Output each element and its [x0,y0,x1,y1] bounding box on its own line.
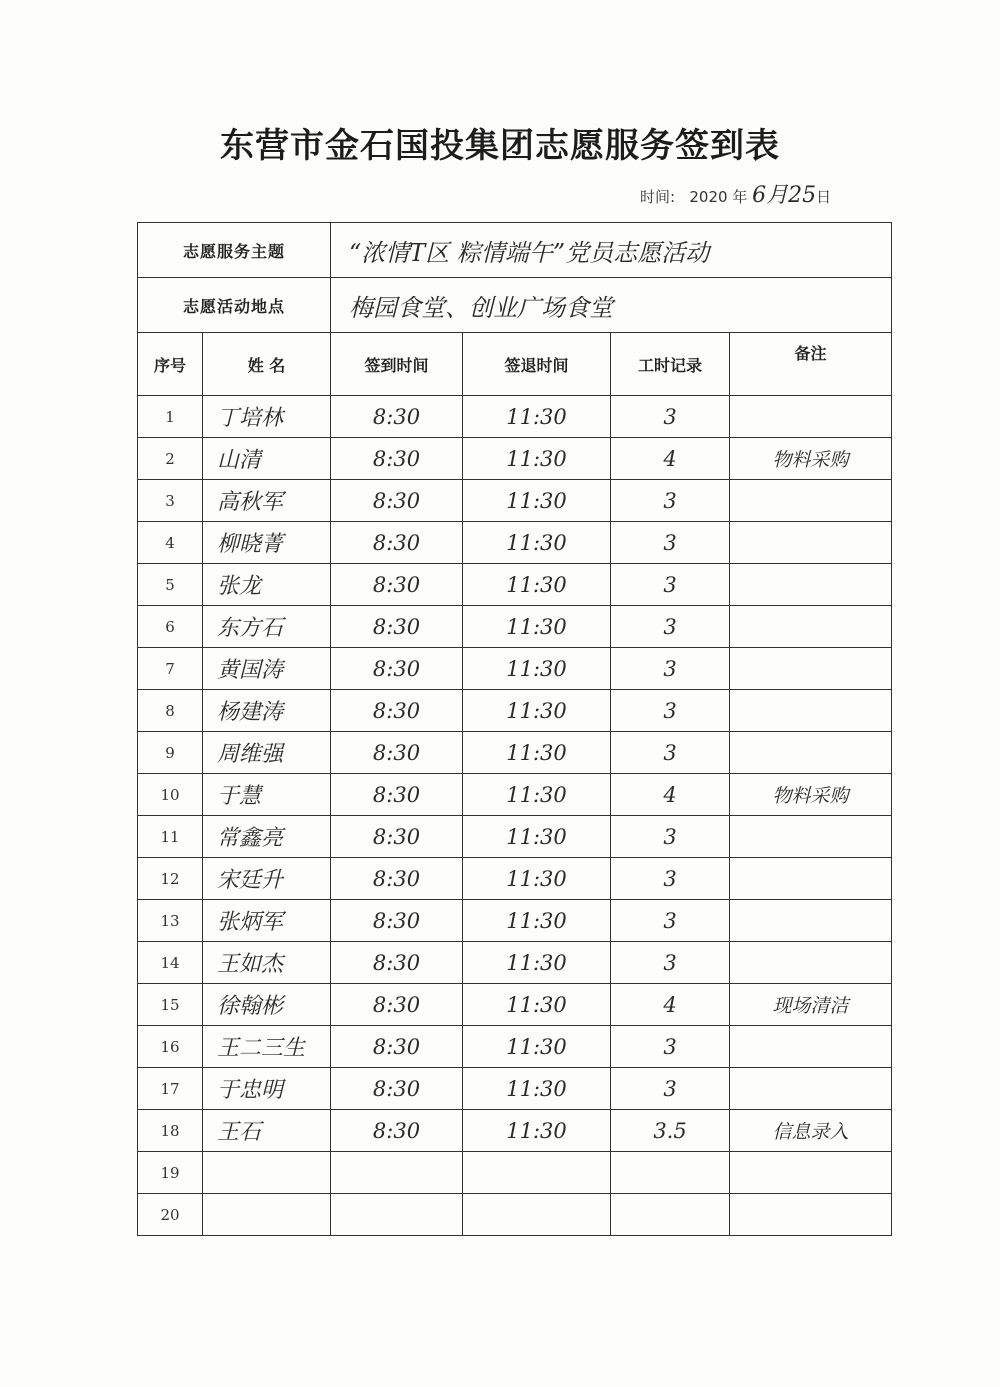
row-sign-in-time: 8:30 [331,564,463,606]
row-sign-out-time [463,1194,611,1236]
row-name: 高秋军 [203,480,331,522]
row-name: 王石 [203,1110,331,1152]
row-sign-out-time: 11:30 [463,480,611,522]
row-sign-out-time: 11:30 [463,522,611,564]
row-sign-in-time: 8:30 [331,606,463,648]
row-no: 12 [138,858,203,900]
row-sign-in-time: 8:30 [331,732,463,774]
row-sign-out-time: 11:30 [463,564,611,606]
row-hours: 4 [611,984,730,1026]
table-row [138,1026,892,1068]
col-header-hours: 工时记录 [611,333,730,396]
row-no: 4 [138,522,203,564]
table-row [138,564,892,606]
row-note [730,606,892,648]
theme-label: 志愿服务主题 [138,223,331,278]
row-no: 6 [138,606,203,648]
table-row [138,774,892,816]
row-hours: 3 [611,564,730,606]
row-no: 11 [138,816,203,858]
page-title: 东营市金石国投集团志愿服务签到表 [220,126,780,166]
row-hours: 3 [611,648,730,690]
row-sign-out-time: 11:30 [463,606,611,648]
row-sign-in-time: 8:30 [331,900,463,942]
row-hours: 3 [611,942,730,984]
row-no: 8 [138,690,203,732]
row-sign-out-time [463,1152,611,1194]
row-no: 13 [138,900,203,942]
location-value: 梅园食堂、创业广场食堂 [331,278,892,333]
table-row [138,690,892,732]
row-hours: 3 [611,732,730,774]
table-row [138,1068,892,1110]
table-row [138,984,892,1026]
row-note [730,480,892,522]
row-hours [611,1194,730,1236]
row-hours: 3 [611,816,730,858]
row-note: 物料采购 [730,774,892,816]
row-sign-out-time: 11:30 [463,942,611,984]
col-header-note: 备注 [730,333,892,396]
row-sign-in-time: 8:30 [331,396,463,438]
row-name: 徐翰彬 [203,984,331,1026]
table-row [138,606,892,648]
row-no: 14 [138,942,203,984]
row-note: 现场清洁 [730,984,892,1026]
row-sign-in-time: 8:30 [331,1026,463,1068]
row-sign-out-time: 11:30 [463,732,611,774]
col-header-sign-out: 签退时间 [463,333,611,396]
row-name: 王如杰 [203,942,331,984]
row-note [730,1026,892,1068]
row-no: 17 [138,1068,203,1110]
date-label: 时间: [640,188,676,206]
row-no: 10 [138,774,203,816]
row-note [730,396,892,438]
row-no: 20 [138,1194,203,1236]
row-name: 张炳军 [203,900,331,942]
row-sign-in-time: 8:30 [331,438,463,480]
row-hours: 3 [611,858,730,900]
row-name: 于忠明 [203,1068,331,1110]
table-row [138,858,892,900]
row-note [730,1194,892,1236]
row-hours: 4 [611,438,730,480]
row-note [730,690,892,732]
col-header-sign-in: 签到时间 [331,333,463,396]
row-sign-in-time [331,1152,463,1194]
row-sign-out-time: 11:30 [463,438,611,480]
row-sign-out-time: 11:30 [463,900,611,942]
row-name: 东方石 [203,606,331,648]
col-header-name: 姓 名 [203,333,331,396]
table-row [138,1110,892,1152]
row-no: 16 [138,1026,203,1068]
table-row [138,816,892,858]
row-sign-out-time: 11:30 [463,858,611,900]
table-row [138,732,892,774]
row-name: 柳晓菁 [203,522,331,564]
row-sign-in-time: 8:30 [331,522,463,564]
row-no: 15 [138,984,203,1026]
row-note [730,900,892,942]
theme-value: “浓情T区 粽情端午”党员志愿活动 [331,223,892,278]
row-no: 19 [138,1152,203,1194]
row-note [730,942,892,984]
row-sign-out-time: 11:30 [463,816,611,858]
location-row [138,278,892,333]
row-sign-out-time: 11:30 [463,690,611,732]
row-sign-in-time: 8:30 [331,648,463,690]
row-note [730,1068,892,1110]
row-hours: 3.5 [611,1110,730,1152]
row-name: 常鑫亮 [203,816,331,858]
row-sign-out-time: 11:30 [463,1110,611,1152]
row-sign-in-time: 8:30 [331,816,463,858]
table-row [138,942,892,984]
table-row [138,1194,892,1236]
row-name: 张龙 [203,564,331,606]
row-note: 信息录入 [730,1110,892,1152]
row-name: 于慧 [203,774,331,816]
row-sign-out-time: 11:30 [463,1026,611,1068]
location-label: 志愿活动地点 [138,278,331,333]
row-sign-in-time: 8:30 [331,858,463,900]
row-name: 杨建涛 [203,690,331,732]
row-note [730,1152,892,1194]
row-hours: 3 [611,396,730,438]
row-hours [611,1152,730,1194]
row-hours: 3 [611,1026,730,1068]
row-note [730,522,892,564]
row-no: 1 [138,396,203,438]
row-sign-out-time: 11:30 [463,774,611,816]
row-sign-in-time: 8:30 [331,942,463,984]
row-sign-in-time: 8:30 [331,774,463,816]
row-name: 丁培林 [203,396,331,438]
row-sign-out-time: 11:30 [463,396,611,438]
date-handwritten: 6月25 [752,183,817,208]
date-year: 2020 [689,188,728,206]
row-note [730,816,892,858]
row-sign-in-time: 8:30 [331,984,463,1026]
row-hours: 4 [611,774,730,816]
row-no: 5 [138,564,203,606]
row-note [730,858,892,900]
row-sign-out-time: 11:30 [463,648,611,690]
table-row [138,522,892,564]
table-row [138,480,892,522]
row-no: 3 [138,480,203,522]
row-hours: 3 [611,900,730,942]
row-no: 18 [138,1110,203,1152]
row-name: 周维强 [203,732,331,774]
row-name: 黄国涛 [203,648,331,690]
row-sign-in-time: 8:30 [331,1110,463,1152]
row-no: 7 [138,648,203,690]
row-note [730,648,892,690]
row-hours: 3 [611,1068,730,1110]
table-row [138,900,892,942]
row-name: 宋廷升 [203,858,331,900]
row-sign-in-time: 8:30 [331,690,463,732]
row-hours: 3 [611,690,730,732]
row-note: 物料采购 [730,438,892,480]
row-note [730,564,892,606]
column-header-row [138,333,892,396]
table-row [138,396,892,438]
row-hours: 3 [611,480,730,522]
sign-in-table [137,222,892,1236]
row-sign-in-time [331,1194,463,1236]
row-sign-in-time: 8:30 [331,1068,463,1110]
theme-row [138,223,892,278]
date-day-suffix: 日 [816,188,832,206]
table-row [138,438,892,480]
date-line [640,178,831,209]
row-name [203,1194,331,1236]
date-year-suffix: 年 [732,188,748,206]
row-no: 2 [138,438,203,480]
row-sign-out-time: 11:30 [463,984,611,1026]
row-note [730,732,892,774]
row-name [203,1152,331,1194]
row-sign-out-time: 11:30 [463,1068,611,1110]
table-row [138,1152,892,1194]
row-name: 王二三生 [203,1026,331,1068]
table-row [138,648,892,690]
row-name: 山清 [203,438,331,480]
row-hours: 3 [611,606,730,648]
row-sign-in-time: 8:30 [331,480,463,522]
col-header-no: 序号 [138,333,203,396]
row-no: 9 [138,732,203,774]
row-hours: 3 [611,522,730,564]
